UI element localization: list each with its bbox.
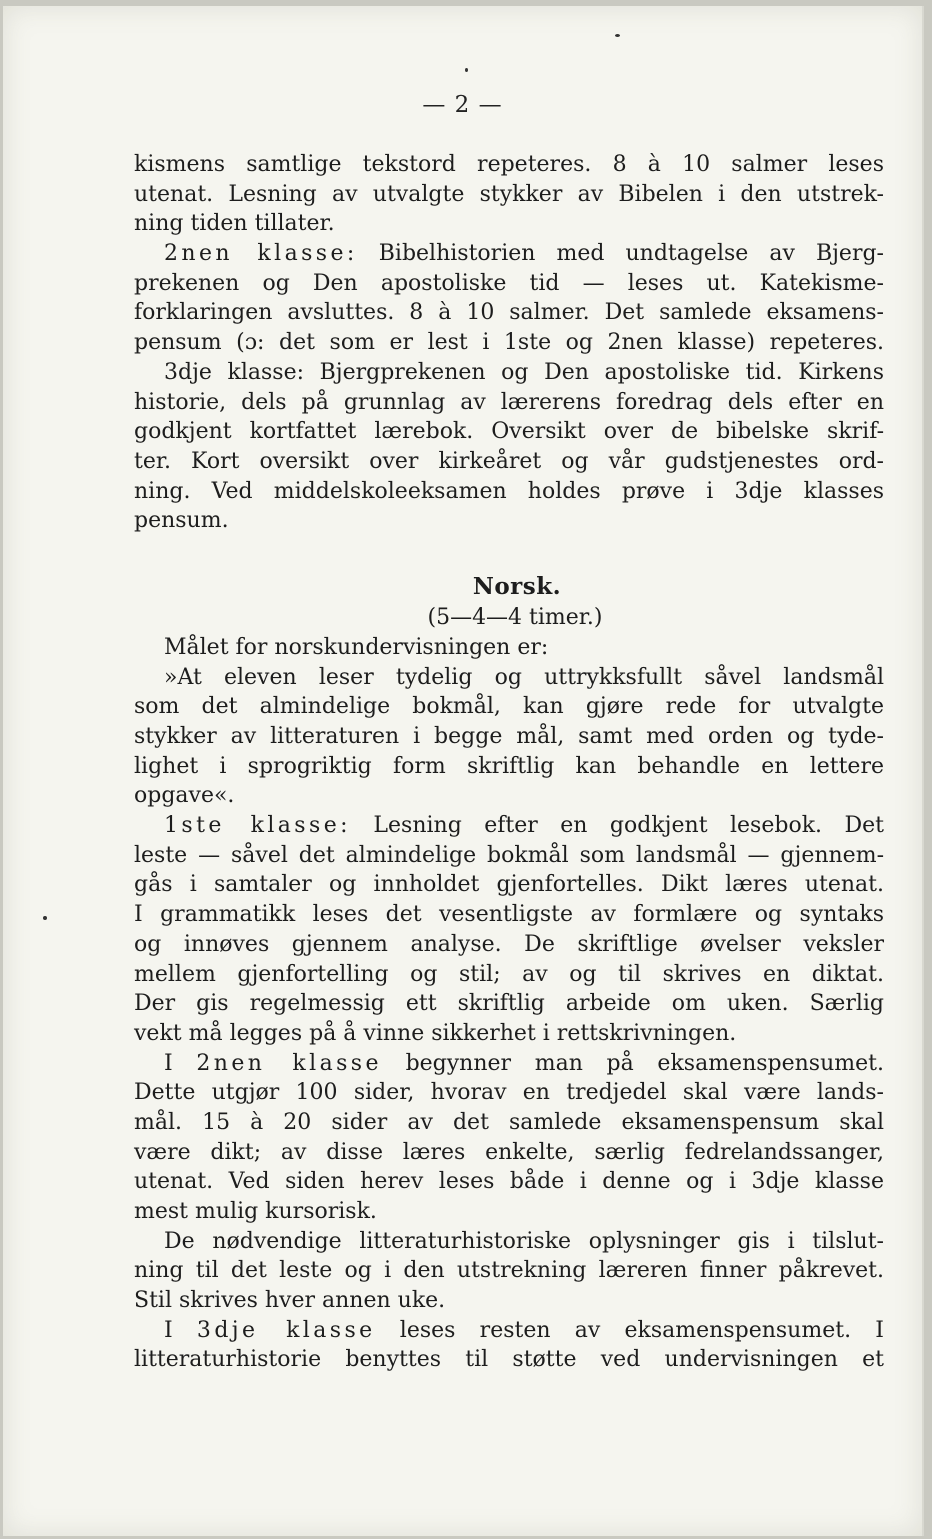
line-text: begynner man på eksamenspensumet.: [381, 1050, 884, 1076]
text-line: forklaringen avsluttes. 8 à 10 salmer. Det samlede eksamens-: [134, 300, 884, 326]
text-line: Der gis regelmessig ett skriftlig arbeide om uken. Særlig: [134, 991, 884, 1017]
spaced-class-label: 2nen klasse: [196, 1050, 382, 1076]
text-line: ter. Kort oversikt over kirkeåret og vår gudstjenestes ord-: [134, 448, 884, 474]
text-line: [134, 1049, 884, 1079]
text-line: leste — såvel det almindelige bokmål som landsmål — gjennem-: [134, 842, 884, 868]
text-line: »At eleven leser tydelig og uttrykksfullt såvel landsmål: [164, 664, 884, 690]
ink-speck: [43, 916, 47, 920]
text-line: Målet for norskundervisningen er:: [164, 634, 549, 660]
ink-speck: [465, 68, 468, 72]
text-line: pensum (ɔ: det som er lest i 1ste og 2nen klasse) repeteres.: [134, 330, 884, 356]
text-line: Stil skrives hver annen uke.: [134, 1288, 446, 1314]
spaced-class-label: 1ste klasse:: [164, 813, 351, 839]
line-text: I: [164, 1317, 197, 1343]
text-line: mest mulig kursorisk.: [134, 1199, 377, 1224]
line-text: leses resten av eksamenspensumet. I: [375, 1317, 884, 1343]
spaced-class-label: 3dje klasse: [196, 1317, 376, 1343]
text-line: utenat. Lesning av utvalgte stykker av Bibelen i den utstrek-: [134, 181, 884, 207]
text-line: vekt må legges på å vinne sikkerhet i rettskrivningen.: [134, 1020, 737, 1046]
text-line: 3dje klasse: Bjergprekenen og Den apostoliske tid. Kirkens: [164, 359, 884, 385]
ink-speck: [615, 34, 620, 37]
religion-section: [134, 150, 884, 536]
text-line: stykker av litteraturen i begge mål, samt med orden og tyde-: [134, 724, 884, 749]
text-line: ning. Ved middelskoleeksamen holdes prøve i 3dje klasses: [134, 478, 884, 504]
scanned-page: [3, 6, 924, 1536]
text-line: og innøves gjennem analyse. De skriftlige øvelser veksler: [134, 931, 884, 957]
text-line: godkjent kortfattet lærebok. Oversikt over de bibelske skrif-: [134, 419, 884, 445]
text-line: [134, 239, 884, 269]
text-line: kismens samtlige tekstord repeteres. 8 à 10 salmer leses: [134, 152, 884, 177]
page-body: [134, 150, 884, 1375]
line-text: I: [164, 1050, 197, 1076]
text-line: prekenen og Den apostoliske tid — leses ut. Katekisme-: [134, 270, 884, 296]
spaced-class-label: 2nen klasse:: [164, 241, 358, 267]
text-line: lighet i sprogriktig form skriftlig kan behandle en lettere: [134, 753, 884, 779]
text-line: opgave«.: [134, 783, 235, 809]
text-line: mellem gjenfortelling og stil; av og til skrives en diktat.: [134, 961, 884, 987]
text-line: I grammatikk leses det vesentligste av formlære og syntaks: [134, 902, 884, 928]
text-line: De nødvendige litteraturhistoriske oplysninger gis i tilslut-: [164, 1228, 884, 1254]
section-hours-norsk: (5—4—4 timer.): [427, 604, 603, 630]
text-line: ning til det leste og i den utstrekning læreren finner påkrevet.: [134, 1258, 884, 1284]
text-line: historie, dels på grunnlag av lærerens foredrag dels efter en: [134, 389, 884, 415]
text-line: litteraturhistorie benyttes til støtte ved undervisningen et: [134, 1347, 884, 1373]
norsk-section: [134, 633, 884, 1375]
text-line: gås i samtaler og innholdet gjenfortelles. Dikt læres utenat.: [134, 872, 884, 898]
text-line: utenat. Ved siden herev leses både i denne og i 3dje klasse: [134, 1169, 884, 1195]
text-line: Dette utgjør 100 sider, hvorav en tredjedel skal være lands-: [134, 1080, 884, 1106]
text-line: [134, 1316, 884, 1346]
text-line: [134, 811, 884, 841]
text-line: mål. 15 à 20 sider av det samlede eksamenspensum skal: [134, 1109, 884, 1135]
page-number: — 2 —: [422, 92, 503, 118]
text-line: pensum.: [134, 508, 229, 534]
line-text: Bibelhistorien med undtagelse av Bjerg-: [357, 241, 884, 267]
text-line: som det almindelige bokmål, kan gjøre rede for utvalgte: [134, 694, 884, 720]
section-heading-norsk: Norsk.: [472, 572, 562, 600]
text-line: være dikt; av disse læres enkelte, særlig fedrelandssanger,: [134, 1139, 884, 1165]
line-text: Lesning efter en godkjent lesebok. Det: [350, 813, 884, 839]
text-line: ning tiden tillater.: [134, 211, 335, 237]
